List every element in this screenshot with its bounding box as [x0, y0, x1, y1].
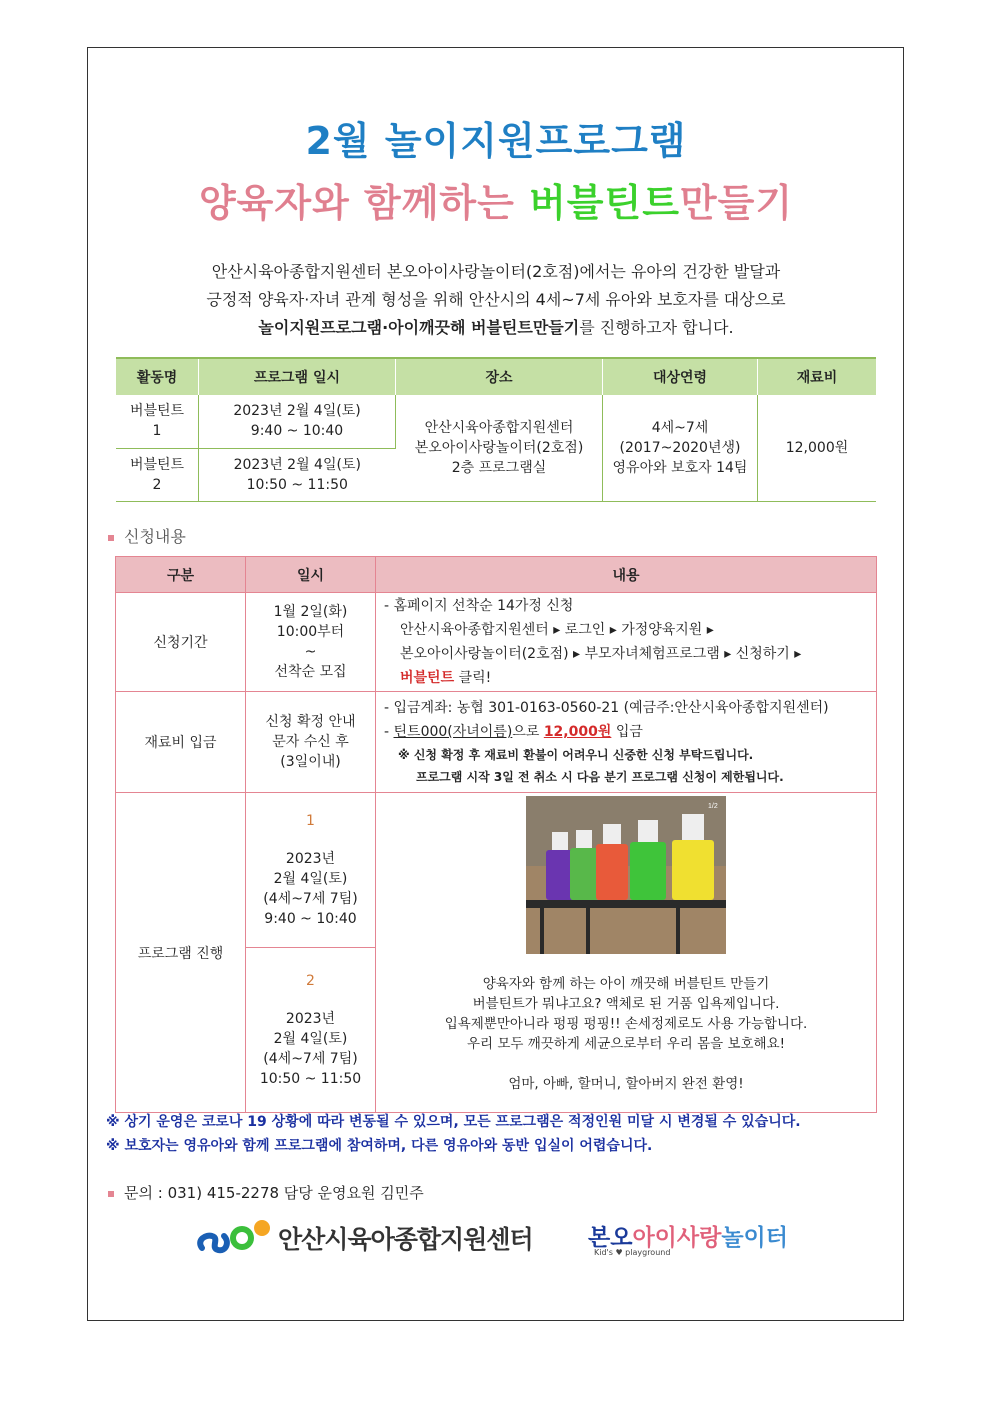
header-content: 내용: [376, 557, 877, 593]
program-description: 양육자와 함께 하는 아이 깨끗해 버블틴트 만들기 버블틴트가 뭐냐고요? 액체로 된 거품 입욕제입니다. 입욕제뿐만아니라 펑핑 펑핑!! 손세정제로도 사용 가능합니다. 우리 모두 깨끗하게 세균으로부터 우리 몸을 보호해요! 엄마, 아빠, 할머니, 할아버지 완전 환영!: [444, 976, 808, 1092]
apply-table-header: [116, 557, 877, 593]
footer-note: ※ 보호자는 영유아와 함께 프로그램에 참여하며, 다른 영유아와 동반 입실이 어렵습니다.: [106, 1138, 653, 1154]
bubble-tint-highlight: 버블틴트: [400, 670, 455, 686]
footer-notes: [106, 1110, 801, 1158]
program-table: [116, 357, 876, 502]
table-row: [116, 793, 877, 948]
header-fee: 재료비: [758, 358, 877, 395]
session2-when: 2 2023년 2월 4일(토) (4세~7세 7팀) 10:50 ~ 11:50: [246, 948, 376, 1113]
table-row: [116, 395, 876, 448]
header-place: 장소: [396, 358, 603, 395]
header-activity: 활동명: [116, 358, 199, 395]
intro-line3: [120, 314, 872, 342]
activity-name: 버블틴트 2: [116, 448, 199, 501]
activity-name: 버블틴트 1: [116, 395, 199, 448]
intro-line3-rest: 를 진행하고자 합니다.: [579, 318, 734, 337]
header-datetime: 프로그램 일시: [199, 358, 396, 395]
center-name: 안산시육아종합지원센터: [278, 1225, 533, 1254]
fee-label: 재료비 입금: [116, 692, 246, 793]
header-when: 일시: [246, 557, 376, 593]
apply-table: [115, 556, 877, 1113]
subtitle: [0, 172, 992, 227]
session1-when: 1 2023년 2월 4일(토) (4세~7세 7팀) 9:40 ~ 10:40: [246, 793, 376, 948]
fee-amount: 12,000원: [543, 724, 612, 740]
center-logo-icon: [196, 1214, 272, 1256]
fee-content: - 입금계좌: 농협 301-0163-0560-21 (예금주:안산시육아종합지원센터) - 틴트000(자녀이름)으로 12,000원 입금 ※ 신청 확정 후 재료비 환불이 어려우니 신중한 신청 부탁드립니다. 프로그램 시작 3일 전 취소 시 다음 분기 프로그램 신청이 제한됩니다.: [376, 692, 877, 793]
activity-datetime: 2023년 2월 4일(토) 10:50 ~ 11:50: [199, 448, 396, 501]
bubble-tint-photo: [526, 796, 726, 954]
header-age: 대상연령: [603, 358, 758, 395]
fee-when: 신청 확정 안내 문자 수신 후 (3일이내): [246, 692, 376, 793]
activity-datetime: 2023년 2월 4일(토) 9:40 ~ 10:40: [199, 395, 396, 448]
table-row: [116, 593, 877, 692]
subtitle-part3: 만들기: [679, 181, 794, 225]
intro-paragraph: [120, 258, 872, 342]
bubble-bottles-image: [526, 796, 726, 954]
header-category: 구분: [116, 557, 246, 593]
activity-age: 4세~7세 (2017~2020년생) 영유아와 보호자 14팀: [603, 395, 758, 501]
period-label: 신청기간: [116, 593, 246, 692]
contact-info: 문의 : 031) 415-2278 담당 운영요원 김민주: [108, 1182, 424, 1203]
photo-counter: 1/2: [708, 803, 718, 810]
activity-fee: 12,000원: [758, 395, 877, 501]
activity-place: 안산시육아종합지원센터 본오아이사랑놀이터(2호점) 2층 프로그램실: [396, 395, 603, 501]
bank-account: - 입금계좌: 농협 301-0163-0560-21 (예금주:안산시육아종합지원센터): [384, 700, 829, 716]
section-heading: 신청내용: [108, 524, 186, 547]
intro-line3-bold: 놀이지원프로그램·아이깨끗해 버블틴트만들기: [258, 318, 580, 337]
progress-label: 프로그램 진행: [116, 793, 246, 1113]
main-title: 2월 놀이지원프로그램: [305, 119, 687, 163]
intro-line1: 안산시육아종합지원센터 본오아이사랑놀이터(2호점)에서는 유아의 건강한 발달과: [211, 262, 781, 281]
period-content: - 홈페이지 선착순 14가정 신청 안산시육아종합지원센터 ▸ 로그인 ▸ 가정양육지원 ▸ 본오아이사랑놀이터(2호점) ▸ 부모자녀체험프로그램 ▸ 신청하기 ▸ 버블틴트 클릭!: [376, 593, 877, 692]
program-table-header: [116, 358, 876, 395]
logo-row: [196, 1212, 816, 1260]
subtitle-part1: 양육자와 함께하는: [198, 181, 530, 225]
playground-tagline: Kid's ♥ playground: [594, 1248, 671, 1257]
subtitle-part2: 버블틴트: [529, 181, 680, 225]
progress-content: [376, 793, 877, 1113]
refund-note: ※ 신청 확정 후 재료비 환불이 어려우니 신중한 신청 부탁드립니다.: [398, 748, 754, 762]
cancel-note: 프로그램 시작 3일 전 취소 시 다음 분기 프로그램 신청이 제한됩니다.: [416, 770, 784, 784]
intro-line2: 긍정적 양육자·자녀 관계 형성을 위해 안산시의 4세~7세 유아와 보호자를 대상으로: [206, 290, 786, 309]
table-row: [116, 692, 877, 793]
footer-note: ※ 상기 운영은 코로나 19 상황에 따라 변동될 수 있으며, 모든 프로그램은 적정인원 미달 시 변경될 수 있습니다.: [106, 1114, 801, 1130]
square-bullet-icon: [108, 535, 114, 541]
period-when: 1월 2일(화) 10:00부터 ~ 선착순 모집: [246, 593, 376, 692]
playground-logo: 본오아이사랑놀이터: [588, 1225, 788, 1251]
square-bullet-icon: [108, 1191, 114, 1197]
